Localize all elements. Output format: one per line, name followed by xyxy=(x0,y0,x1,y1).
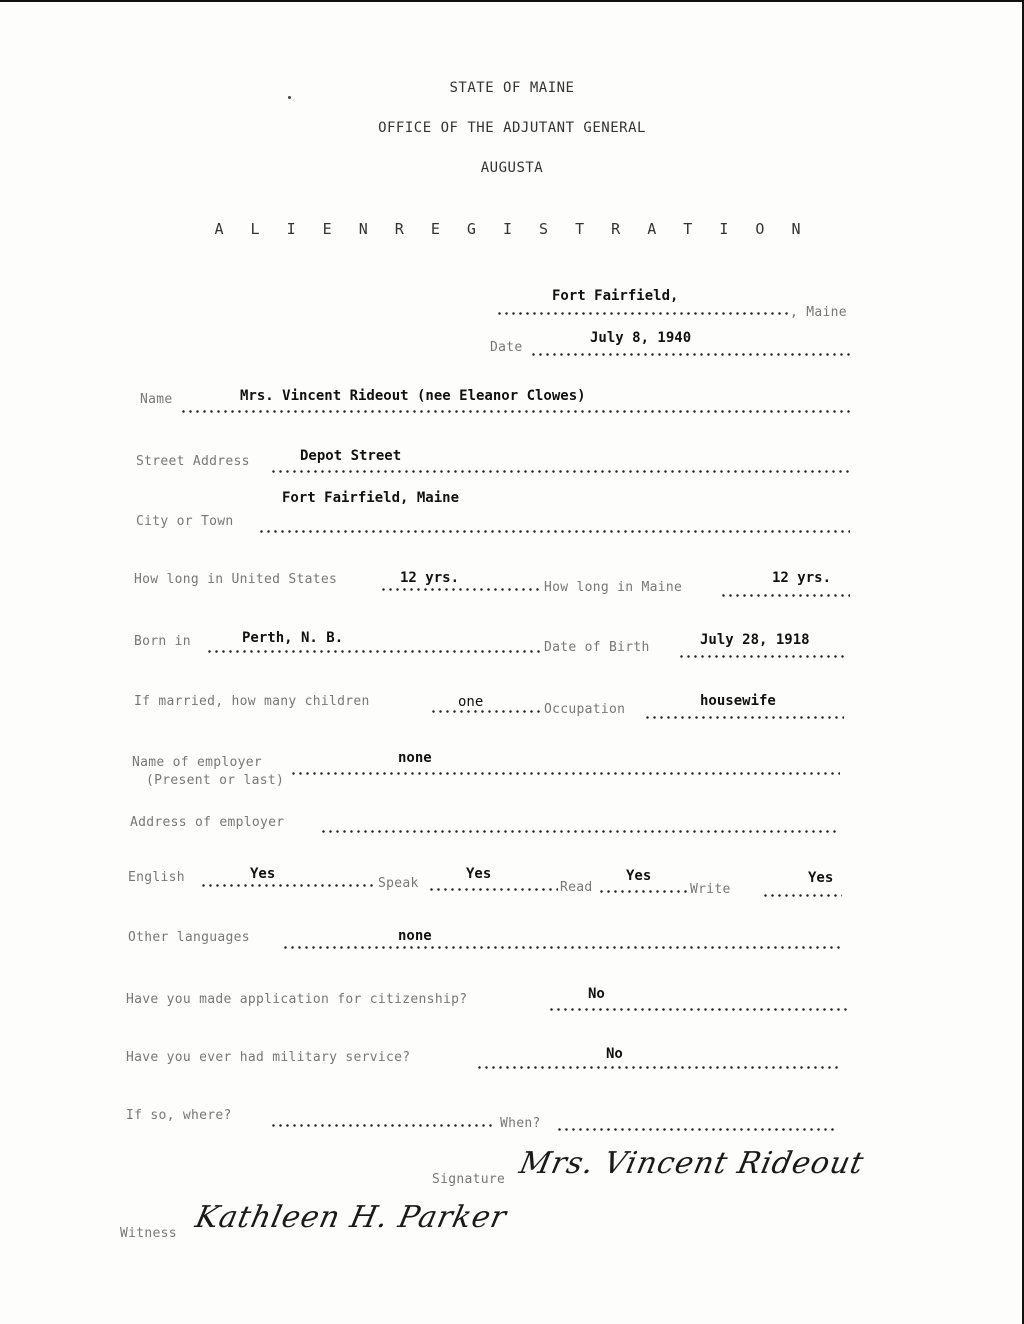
date-label: Date xyxy=(490,340,523,355)
read-value: Yes xyxy=(626,868,652,884)
office-heading: OFFICE OF THE ADJUTANT GENERAL xyxy=(378,120,646,136)
signature-value: Mrs. Vincent Rideout xyxy=(516,1146,868,1181)
city-value: Fort Fairfield, Maine xyxy=(282,490,460,506)
name-label: Name xyxy=(140,392,173,407)
place-suffix: , Maine xyxy=(790,305,847,320)
citizenship-dots xyxy=(548,1008,848,1011)
when-label: When? xyxy=(500,1116,541,1131)
when-dots xyxy=(556,1128,836,1131)
born-dots xyxy=(206,650,542,653)
military-dots xyxy=(476,1066,840,1069)
english-value: Yes xyxy=(250,866,276,882)
occupation-value: housewife xyxy=(700,693,776,709)
speak-value: Yes xyxy=(466,866,492,882)
stray-mark xyxy=(288,96,291,99)
other-languages-label: Other languages xyxy=(128,930,250,945)
speak-dots xyxy=(428,888,558,891)
city-dots xyxy=(258,530,850,533)
write-label: Write xyxy=(690,882,731,897)
children-label: If married, how many children xyxy=(134,694,370,709)
occupation-dots xyxy=(644,716,844,719)
maine-time-value: 12 yrs. xyxy=(772,570,832,586)
employer-dots xyxy=(290,772,840,775)
us-time-dots xyxy=(380,588,540,591)
english-dots xyxy=(200,884,376,887)
where-dots xyxy=(270,1124,496,1127)
employer-address-label: Address of employer xyxy=(130,815,285,830)
children-dots xyxy=(430,710,542,713)
witness-signature: Kathleen H. Parker xyxy=(192,1200,510,1235)
employer-value: none xyxy=(398,750,432,766)
street-dots xyxy=(270,470,850,473)
born-label: Born in xyxy=(134,634,191,649)
other-languages-value: none xyxy=(398,928,432,944)
us-time-value: 12 yrs. xyxy=(400,570,460,586)
place-dots xyxy=(496,312,790,315)
speak-label: Speak xyxy=(378,876,419,891)
dob-label: Date of Birth xyxy=(544,640,650,655)
children-value: one xyxy=(458,694,484,710)
signature-label: Signature xyxy=(432,1172,506,1187)
born-value: Perth, N. B. xyxy=(242,630,344,646)
employer-sublabel: (Present or last) xyxy=(146,773,285,788)
english-label: English xyxy=(128,870,185,885)
name-value: Mrs. Vincent Rideout (nee Eleanor Clowes) xyxy=(240,388,586,404)
place-value: Fort Fairfield, xyxy=(552,288,679,304)
state-heading: STATE OF MAINE xyxy=(449,80,575,96)
city-label: City or Town xyxy=(136,514,234,529)
military-label: Have you ever had military service? xyxy=(126,1050,411,1065)
street-label: Street Address xyxy=(136,454,250,469)
us-time-label: How long in United States xyxy=(134,572,338,587)
read-label: Read xyxy=(560,880,593,895)
employer-address-dots xyxy=(320,830,840,833)
witness-label: Witness xyxy=(120,1226,177,1241)
form-title: A L I E N R E G I S T R A T I O N xyxy=(214,220,810,238)
employer-label: Name of employer xyxy=(132,755,263,770)
occupation-label: Occupation xyxy=(544,702,626,717)
maine-time-dots xyxy=(720,594,850,597)
write-value: Yes xyxy=(808,870,834,886)
scan-edge-top xyxy=(0,0,1024,2)
citizenship-label: Have you made application for citizenship? xyxy=(126,992,468,1007)
read-dots xyxy=(598,890,690,893)
street-value: Depot Street xyxy=(300,448,402,464)
write-dots xyxy=(762,894,842,897)
dob-value: July 28, 1918 xyxy=(700,632,810,648)
date-value: July 8, 1940 xyxy=(590,330,692,346)
name-dots xyxy=(180,410,850,413)
city-heading: AUGUSTA xyxy=(480,160,544,176)
maine-time-label: How long in Maine xyxy=(544,580,683,595)
dob-dots xyxy=(678,655,848,658)
date-dots xyxy=(530,353,850,356)
military-value: No xyxy=(606,1046,623,1062)
where-label: If so, where? xyxy=(126,1108,232,1123)
citizenship-value: No xyxy=(588,986,605,1002)
other-languages-dots xyxy=(282,946,842,949)
